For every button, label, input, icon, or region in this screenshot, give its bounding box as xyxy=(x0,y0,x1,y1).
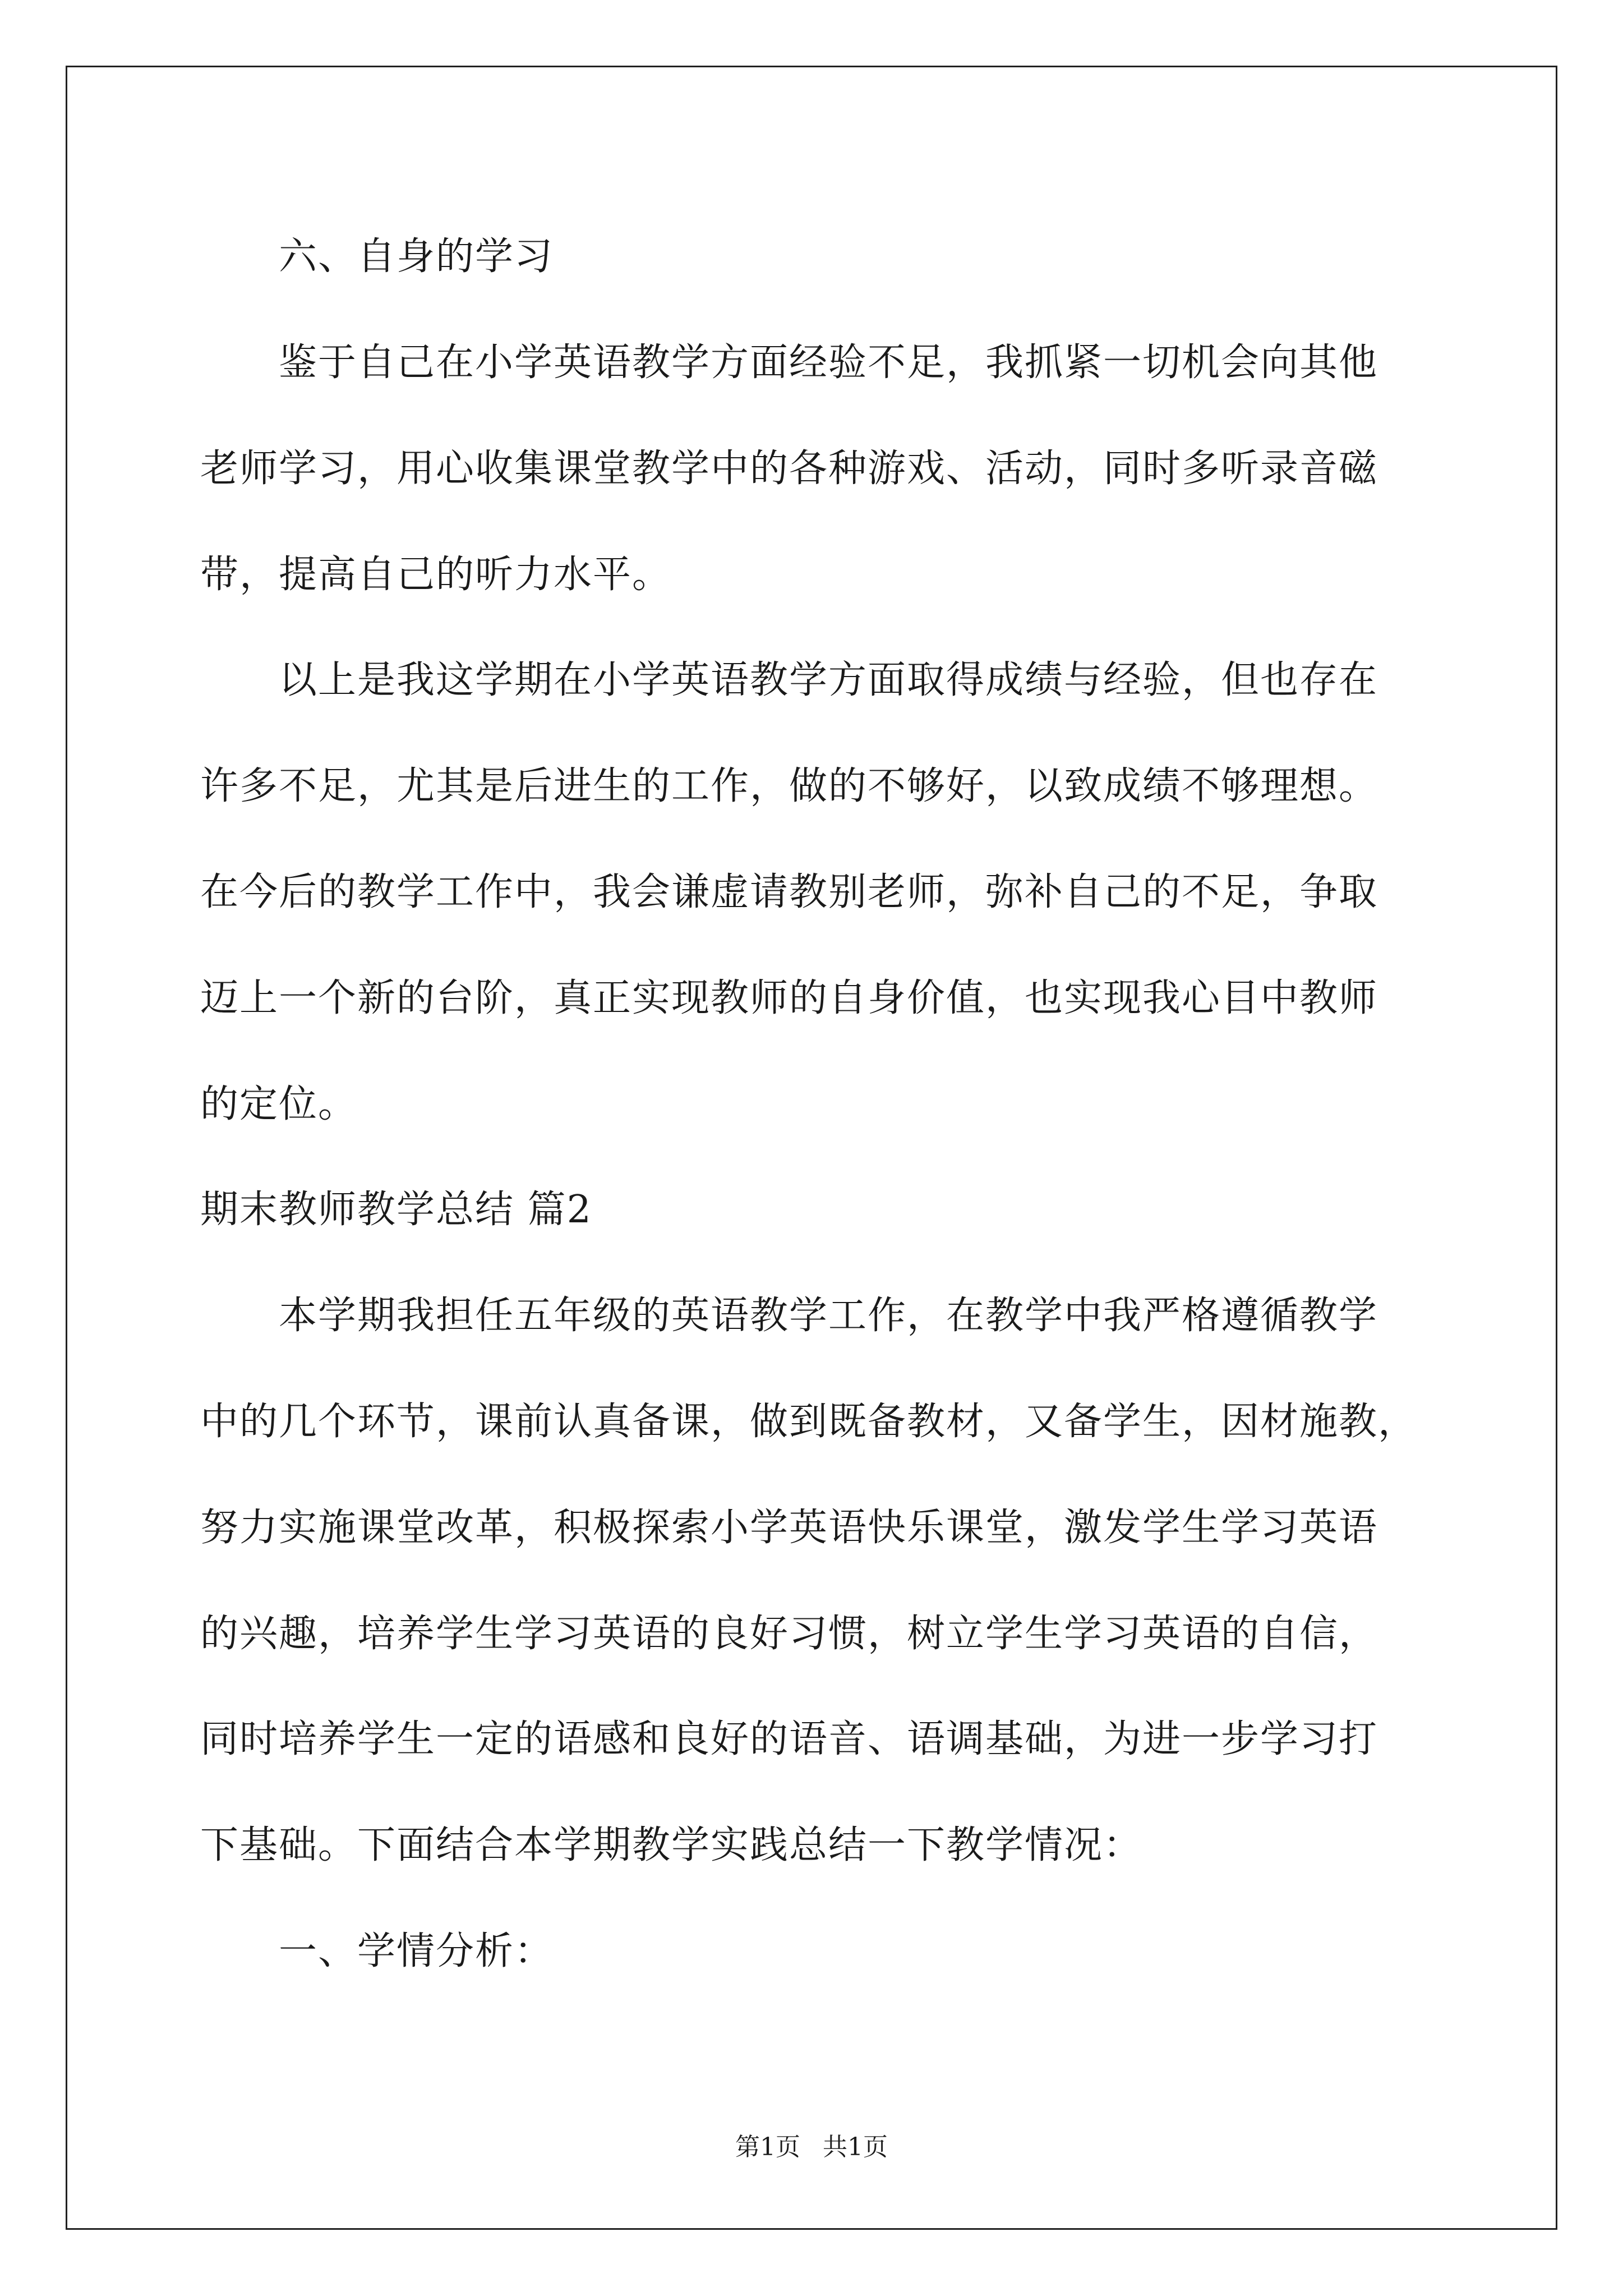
page-footer xyxy=(0,2132,1623,2163)
paragraph-line: 同时培养学生一定的语感和良好的语音、语调基础，为进一步学习打 xyxy=(200,1717,1378,1761)
paragraph-line: 的定位。 xyxy=(200,1082,358,1126)
article-title: 期末教师教学总结 篇2 xyxy=(200,1188,592,1232)
paragraph-line: 鉴于自己在小学英语教学方面经验不足，我抓紧一切机会向其他 xyxy=(200,341,1378,385)
paragraph-line: 迈上一个新的台阶，真正实现教师的自身价值，也实现我心目中教师 xyxy=(200,976,1378,1020)
page-number: 第1页 xyxy=(735,2133,800,2161)
section-heading: 六、自身的学习 xyxy=(200,234,554,279)
paragraph-line: 本学期我担任五年级的英语教学工作，在教学中我严格遵循教学 xyxy=(200,1294,1378,1338)
paragraph-line: 在今后的教学工作中，我会谦虚请教别老师，弥补自己的不足，争取 xyxy=(200,870,1378,914)
page-border xyxy=(66,66,1557,2230)
paragraph-line: 的兴趣，培养学生学习英语的良好习惯，树立学生学习英语的自信， xyxy=(200,1612,1378,1656)
paragraph-line: 许多不足，尤其是后进生的工作，做的不够好，以致成绩不够理想。 xyxy=(200,764,1378,808)
paragraph-line: 努力实施课堂改革，积极探索小学英语快乐课堂，激发学生学习英语 xyxy=(200,1506,1378,1550)
paragraph-line: 中的几个环节，课前认真备课，做到既备教材，又备学生，因材施教， xyxy=(200,1400,1418,1444)
paragraph-line: 下基础。下面结合本学期教学实践总结一下教学情况： xyxy=(200,1823,1143,1867)
paragraph-line: 老师学习，用心收集课堂教学中的各种游戏、活动，同时多听录音磁 xyxy=(200,447,1378,491)
paragraph-line: 带，提高自己的听力水平。 xyxy=(200,553,672,597)
page-total: 共1页 xyxy=(823,2133,888,2161)
section-heading: 一、学情分析： xyxy=(200,1929,554,1973)
paragraph-line: 以上是我这学期在小学英语教学方面取得成绩与经验，但也存在 xyxy=(200,658,1378,702)
